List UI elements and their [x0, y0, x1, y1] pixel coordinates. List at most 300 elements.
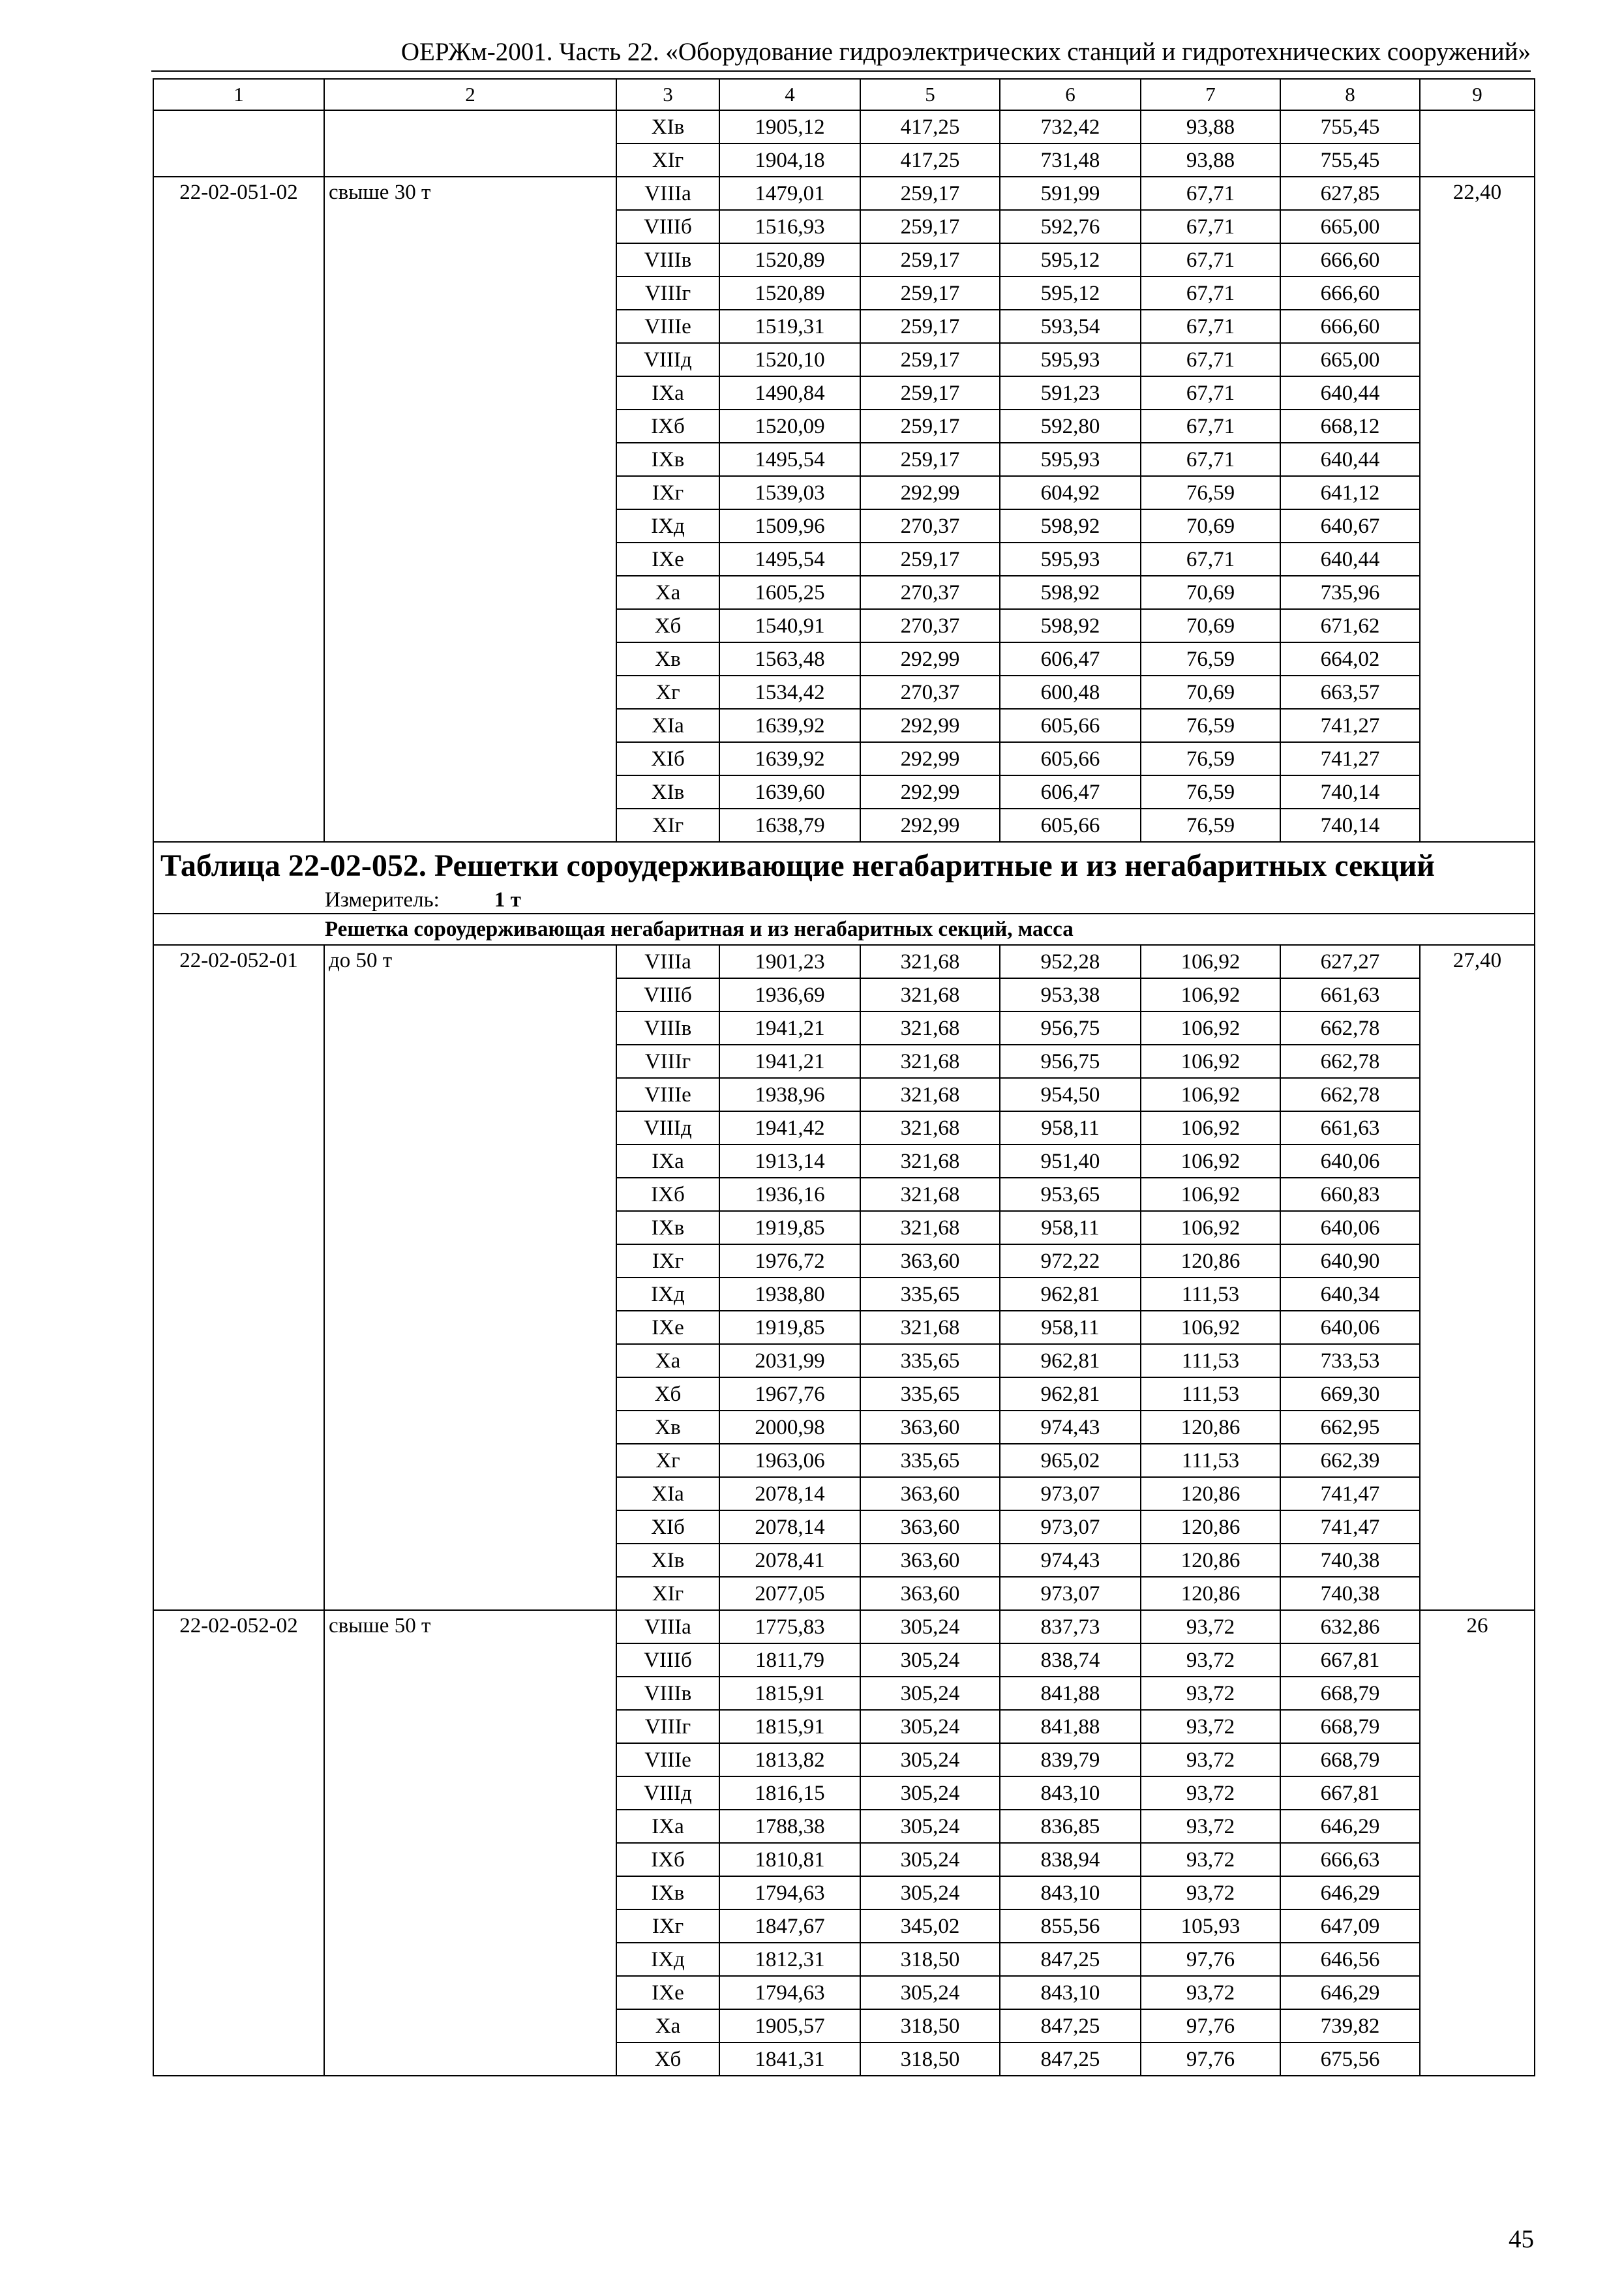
materials-cell: 640,44 [1280, 376, 1420, 410]
column-number: 9 [1420, 79, 1535, 110]
drivers-wages-cell: 93,72 [1141, 1976, 1280, 2009]
machines-cell: 974,43 [1000, 1411, 1141, 1444]
materials-cell: 640,34 [1280, 1278, 1420, 1311]
total-cost-cell: 1495,54 [719, 443, 860, 476]
rate-name: свыше 30 т [324, 177, 616, 842]
rate-name [324, 110, 616, 177]
materials-cell: 640,44 [1280, 543, 1420, 576]
zone-cell: VIIIе [616, 1078, 719, 1111]
materials-cell: 668,79 [1280, 1677, 1420, 1710]
machines-cell: 847,25 [1000, 2009, 1141, 2042]
machines-cell: 595,12 [1000, 243, 1141, 277]
total-cost-cell: 1938,96 [719, 1078, 860, 1111]
machines-cell: 962,81 [1000, 1377, 1141, 1411]
zone-cell: VIIIг [616, 1710, 719, 1743]
machines-cell: 598,92 [1000, 576, 1141, 609]
total-cost-cell: 1639,92 [719, 742, 860, 775]
wages-cell: 270,37 [860, 609, 1000, 642]
machines-cell: 843,10 [1000, 1776, 1141, 1810]
machines-cell: 972,22 [1000, 1244, 1141, 1278]
drivers-wages-cell: 76,59 [1141, 809, 1280, 842]
drivers-wages-cell: 67,71 [1141, 343, 1280, 376]
drivers-wages-cell: 93,72 [1141, 1776, 1280, 1810]
total-cost-cell: 1813,82 [719, 1743, 860, 1776]
total-cost-cell: 1963,06 [719, 1444, 860, 1477]
wages-cell: 417,25 [860, 110, 1000, 143]
rate-code [153, 110, 324, 177]
machines-cell: 604,92 [1000, 476, 1141, 509]
drivers-wages-cell: 111,53 [1141, 1444, 1280, 1477]
materials-cell: 662,39 [1280, 1444, 1420, 1477]
total-cost-cell: 1519,31 [719, 310, 860, 343]
materials-cell: 661,63 [1280, 1111, 1420, 1144]
drivers-wages-cell: 111,53 [1141, 1278, 1280, 1311]
zone-cell: IXг [616, 476, 719, 509]
machines-cell: 847,25 [1000, 1943, 1141, 1976]
total-cost-cell: 1811,79 [719, 1643, 860, 1677]
materials-cell: 739,82 [1280, 2009, 1420, 2042]
machines-cell: 595,93 [1000, 343, 1141, 376]
wages-cell: 363,60 [860, 1510, 1000, 1544]
machines-cell: 847,25 [1000, 2042, 1141, 2076]
drivers-wages-cell: 67,71 [1141, 443, 1280, 476]
zone-cell: XIб [616, 1510, 719, 1544]
total-cost-cell: 1794,63 [719, 1876, 860, 1909]
drivers-wages-cell: 93,72 [1141, 1743, 1280, 1776]
column-number: 2 [324, 79, 616, 110]
materials-cell: 740,14 [1280, 775, 1420, 809]
zone-cell: VIIIг [616, 1045, 719, 1078]
drivers-wages-cell: 120,86 [1141, 1411, 1280, 1444]
equipment-price: 22,40 [1420, 177, 1535, 842]
total-cost-cell: 1540,91 [719, 609, 860, 642]
wages-cell: 259,17 [860, 310, 1000, 343]
machines-cell: 953,65 [1000, 1178, 1141, 1211]
drivers-wages-cell: 120,86 [1141, 1577, 1280, 1610]
machines-cell: 841,88 [1000, 1677, 1141, 1710]
wages-cell: 318,50 [860, 2009, 1000, 2042]
drivers-wages-cell: 70,69 [1141, 509, 1280, 543]
drivers-wages-cell: 93,72 [1141, 1610, 1280, 1643]
wages-cell: 321,68 [860, 1311, 1000, 1344]
machines-cell: 953,38 [1000, 978, 1141, 1011]
total-cost-cell: 1815,91 [719, 1677, 860, 1710]
machines-cell: 837,73 [1000, 1610, 1141, 1643]
price-table [153, 78, 1535, 2076]
zone-cell: Xа [616, 1344, 719, 1377]
zone-cell: VIIIб [616, 210, 719, 243]
materials-cell: 640,44 [1280, 443, 1420, 476]
meter-label: Измеритель: [325, 888, 440, 912]
machines-cell: 952,28 [1000, 945, 1141, 978]
machines-cell: 731,48 [1000, 143, 1141, 177]
table-row [153, 110, 1535, 143]
machines-cell: 951,40 [1000, 1144, 1141, 1178]
drivers-wages-cell: 106,92 [1141, 1111, 1280, 1144]
wages-cell: 292,99 [860, 642, 1000, 676]
total-cost-cell: 1490,84 [719, 376, 860, 410]
total-cost-cell: 2000,98 [719, 1411, 860, 1444]
machines-cell: 973,07 [1000, 1477, 1141, 1510]
total-cost-cell: 1815,91 [719, 1710, 860, 1743]
materials-cell: 741,47 [1280, 1477, 1420, 1510]
zone-cell: Xг [616, 676, 719, 709]
zone-cell: XIг [616, 1577, 719, 1610]
total-cost-cell: 1775,83 [719, 1610, 860, 1643]
drivers-wages-cell: 67,71 [1141, 277, 1280, 310]
wages-cell: 305,24 [860, 1743, 1000, 1776]
wages-cell: 259,17 [860, 277, 1000, 310]
machines-cell: 592,76 [1000, 210, 1141, 243]
drivers-wages-cell: 76,59 [1141, 642, 1280, 676]
zone-cell: VIIIб [616, 978, 719, 1011]
materials-cell: 662,78 [1280, 1078, 1420, 1111]
total-cost-cell: 1936,69 [719, 978, 860, 1011]
materials-cell: 640,67 [1280, 509, 1420, 543]
zone-cell: IXд [616, 1278, 719, 1311]
meter-value: 1 т [494, 888, 521, 912]
materials-cell: 661,63 [1280, 978, 1420, 1011]
total-cost-cell: 1913,14 [719, 1144, 860, 1178]
materials-cell: 741,27 [1280, 742, 1420, 775]
drivers-wages-cell: 97,76 [1141, 2042, 1280, 2076]
machines-cell: 956,75 [1000, 1011, 1141, 1045]
wages-cell: 259,17 [860, 177, 1000, 210]
total-cost-cell: 1938,80 [719, 1278, 860, 1311]
total-cost-cell: 1516,93 [719, 210, 860, 243]
column-number: 5 [860, 79, 1000, 110]
materials-cell: 662,95 [1280, 1411, 1420, 1444]
rate-code: 22-02-052-02 [153, 1610, 324, 2076]
column-number: 4 [719, 79, 860, 110]
total-cost-cell: 1841,31 [719, 2042, 860, 2076]
wages-cell: 305,24 [860, 1976, 1000, 2009]
total-cost-cell: 1919,85 [719, 1211, 860, 1244]
machines-cell: 836,85 [1000, 1810, 1141, 1843]
column-number: 3 [616, 79, 719, 110]
drivers-wages-cell: 76,59 [1141, 742, 1280, 775]
zone-cell: VIIIд [616, 343, 719, 376]
total-cost-cell: 2078,14 [719, 1477, 860, 1510]
zone-cell: Xб [616, 609, 719, 642]
drivers-wages-cell: 76,59 [1141, 775, 1280, 809]
total-cost-cell: 1941,21 [719, 1045, 860, 1078]
wages-cell: 259,17 [860, 243, 1000, 277]
machines-cell: 838,94 [1000, 1843, 1141, 1876]
machines-cell: 843,10 [1000, 1976, 1141, 2009]
materials-cell: 640,06 [1280, 1311, 1420, 1344]
zone-cell: VIIIг [616, 277, 719, 310]
total-cost-cell: 1520,09 [719, 410, 860, 443]
zone-cell: XIв [616, 1544, 719, 1577]
wages-cell: 259,17 [860, 376, 1000, 410]
meter [153, 887, 1535, 914]
drivers-wages-cell: 106,92 [1141, 1011, 1280, 1045]
total-cost-cell: 1534,42 [719, 676, 860, 709]
total-cost-cell: 1901,23 [719, 945, 860, 978]
materials-cell: 667,81 [1280, 1643, 1420, 1677]
materials-cell: 733,53 [1280, 1344, 1420, 1377]
drivers-wages-cell: 67,71 [1141, 243, 1280, 277]
wages-cell: 292,99 [860, 476, 1000, 509]
materials-cell: 755,45 [1280, 143, 1420, 177]
wages-cell: 292,99 [860, 809, 1000, 842]
machines-cell: 839,79 [1000, 1743, 1141, 1776]
wages-cell: 305,24 [860, 1810, 1000, 1843]
machines-cell: 598,92 [1000, 509, 1141, 543]
wages-cell: 259,17 [860, 343, 1000, 376]
rate-name: свыше 50 т [324, 1610, 616, 2076]
machines-cell: 974,43 [1000, 1544, 1141, 1577]
machines-cell: 598,92 [1000, 609, 1141, 642]
machines-cell: 956,75 [1000, 1045, 1141, 1078]
column-number-row [153, 79, 1535, 110]
wages-cell: 305,24 [860, 1843, 1000, 1876]
drivers-wages-cell: 106,92 [1141, 1078, 1280, 1111]
total-cost-cell: 1495,54 [719, 543, 860, 576]
zone-cell: VIIIа [616, 177, 719, 210]
materials-cell: 741,27 [1280, 709, 1420, 742]
machines-cell: 958,11 [1000, 1111, 1141, 1144]
drivers-wages-cell: 93,72 [1141, 1643, 1280, 1677]
zone-cell: VIIIа [616, 1610, 719, 1643]
total-cost-cell: 1905,57 [719, 2009, 860, 2042]
drivers-wages-cell: 93,72 [1141, 1876, 1280, 1909]
wages-cell: 335,65 [860, 1278, 1000, 1311]
materials-cell: 740,38 [1280, 1544, 1420, 1577]
materials-cell: 740,14 [1280, 809, 1420, 842]
total-cost-cell: 1967,76 [719, 1377, 860, 1411]
drivers-wages-cell: 106,92 [1141, 1144, 1280, 1178]
machines-cell: 855,56 [1000, 1909, 1141, 1943]
materials-cell: 664,02 [1280, 642, 1420, 676]
machines-cell: 958,11 [1000, 1311, 1141, 1344]
table-title-row [153, 842, 1535, 887]
materials-cell: 669,30 [1280, 1377, 1420, 1411]
total-cost-cell: 1479,01 [719, 177, 860, 210]
drivers-wages-cell: 93,72 [1141, 1710, 1280, 1743]
wages-cell: 335,65 [860, 1377, 1000, 1411]
zone-cell: IXд [616, 1943, 719, 1976]
machines-cell: 841,88 [1000, 1710, 1141, 1743]
zone-cell: Xг [616, 1444, 719, 1477]
table-subtitle: Решетка сороудерживающая негабаритная и из негабаритных секций, масса [153, 914, 1535, 945]
wages-cell: 321,68 [860, 1211, 1000, 1244]
materials-cell: 641,12 [1280, 476, 1420, 509]
materials-cell: 646,29 [1280, 1876, 1420, 1909]
total-cost-cell: 1639,92 [719, 709, 860, 742]
zone-cell: Xв [616, 1411, 719, 1444]
drivers-wages-cell: 120,86 [1141, 1510, 1280, 1544]
zone-cell: IXб [616, 1843, 719, 1876]
rate-code: 22-02-051-02 [153, 177, 324, 842]
meter-row [153, 887, 1535, 914]
drivers-wages-cell: 106,92 [1141, 945, 1280, 978]
wages-cell: 363,60 [860, 1411, 1000, 1444]
zone-cell: XIб [616, 742, 719, 775]
wages-cell: 259,17 [860, 410, 1000, 443]
drivers-wages-cell: 67,71 [1141, 210, 1280, 243]
materials-cell: 647,09 [1280, 1909, 1420, 1943]
drivers-wages-cell: 106,92 [1141, 1311, 1280, 1344]
machines-cell: 593,54 [1000, 310, 1141, 343]
drivers-wages-cell: 67,71 [1141, 310, 1280, 343]
materials-cell: 662,78 [1280, 1045, 1420, 1078]
materials-cell: 627,85 [1280, 177, 1420, 210]
total-cost-cell: 1812,31 [719, 1943, 860, 1976]
wages-cell: 305,24 [860, 1677, 1000, 1710]
wages-cell: 292,99 [860, 709, 1000, 742]
zone-cell: Xа [616, 2009, 719, 2042]
zone-cell: VIIIе [616, 1743, 719, 1776]
wages-cell: 363,60 [860, 1477, 1000, 1510]
drivers-wages-cell: 120,86 [1141, 1244, 1280, 1278]
materials-cell: 741,47 [1280, 1510, 1420, 1544]
zone-cell: IXе [616, 1311, 719, 1344]
zone-cell: XIа [616, 1477, 719, 1510]
drivers-wages-cell: 105,93 [1141, 1909, 1280, 1943]
drivers-wages-cell: 93,88 [1141, 110, 1280, 143]
materials-cell: 665,00 [1280, 343, 1420, 376]
total-cost-cell: 2078,41 [719, 1544, 860, 1577]
table-title: Таблица 22-02-052. Решетки сороудерживающие негабаритные и из негабаритных секций [153, 842, 1535, 887]
wages-cell: 259,17 [860, 443, 1000, 476]
drivers-wages-cell: 67,71 [1141, 177, 1280, 210]
table-row [153, 1610, 1535, 1643]
total-cost-cell: 1941,21 [719, 1011, 860, 1045]
zone-cell: IXг [616, 1244, 719, 1278]
materials-cell: 665,00 [1280, 210, 1420, 243]
wages-cell: 321,68 [860, 1111, 1000, 1144]
wages-cell: 363,60 [860, 1244, 1000, 1278]
machines-cell: 965,02 [1000, 1444, 1141, 1477]
total-cost-cell: 1816,15 [719, 1776, 860, 1810]
zone-cell: Xв [616, 642, 719, 676]
machines-cell: 962,81 [1000, 1278, 1141, 1311]
wages-cell: 345,02 [860, 1909, 1000, 1943]
zone-cell: IXа [616, 376, 719, 410]
wages-cell: 321,68 [860, 1144, 1000, 1178]
wages-cell: 321,68 [860, 1078, 1000, 1111]
wages-cell: 363,60 [860, 1544, 1000, 1577]
drivers-wages-cell: 70,69 [1141, 609, 1280, 642]
materials-cell: 740,38 [1280, 1577, 1420, 1610]
wages-cell: 292,99 [860, 742, 1000, 775]
materials-cell: 640,06 [1280, 1211, 1420, 1244]
zone-cell: IXв [616, 1876, 719, 1909]
materials-cell: 755,45 [1280, 110, 1420, 143]
zone-cell: Xб [616, 2042, 719, 2076]
zone-cell: VIIIв [616, 1677, 719, 1710]
materials-cell: 675,56 [1280, 2042, 1420, 2076]
zone-cell: XIг [616, 809, 719, 842]
drivers-wages-cell: 120,86 [1141, 1544, 1280, 1577]
wages-cell: 321,68 [860, 1045, 1000, 1078]
materials-cell: 668,79 [1280, 1710, 1420, 1743]
wages-cell: 270,37 [860, 676, 1000, 709]
materials-cell: 735,96 [1280, 576, 1420, 609]
materials-cell: 646,56 [1280, 1943, 1420, 1976]
total-cost-cell: 1847,67 [719, 1909, 860, 1943]
total-cost-cell: 1904,18 [719, 143, 860, 177]
zone-cell: XIа [616, 709, 719, 742]
zone-cell: IXе [616, 543, 719, 576]
materials-cell: 666,63 [1280, 1843, 1420, 1876]
machines-cell: 591,99 [1000, 177, 1141, 210]
wages-cell: 318,50 [860, 1943, 1000, 1976]
total-cost-cell: 2031,99 [719, 1344, 860, 1377]
machines-cell: 973,07 [1000, 1510, 1141, 1544]
column-number: 6 [1000, 79, 1141, 110]
drivers-wages-cell: 93,88 [1141, 143, 1280, 177]
materials-cell: 640,06 [1280, 1144, 1420, 1178]
drivers-wages-cell: 97,76 [1141, 1943, 1280, 1976]
zone-cell: IXе [616, 1976, 719, 2009]
zone-cell: XIг [616, 143, 719, 177]
wages-cell: 305,24 [860, 1876, 1000, 1909]
materials-cell: 668,79 [1280, 1743, 1420, 1776]
materials-cell: 671,62 [1280, 609, 1420, 642]
rate-name: до 50 т [324, 945, 616, 1610]
total-cost-cell: 1520,10 [719, 343, 860, 376]
materials-cell: 668,12 [1280, 410, 1420, 443]
drivers-wages-cell: 67,71 [1141, 543, 1280, 576]
total-cost-cell: 2077,05 [719, 1577, 860, 1610]
wages-cell: 318,50 [860, 2042, 1000, 2076]
machines-cell: 962,81 [1000, 1344, 1141, 1377]
drivers-wages-cell: 111,53 [1141, 1377, 1280, 1411]
zone-cell: IXа [616, 1810, 719, 1843]
machines-cell: 605,66 [1000, 809, 1141, 842]
materials-cell: 666,60 [1280, 277, 1420, 310]
materials-cell: 660,83 [1280, 1178, 1420, 1211]
zone-cell: VIIIе [616, 310, 719, 343]
zone-cell: IXв [616, 1211, 719, 1244]
column-number: 1 [153, 79, 324, 110]
machines-cell: 954,50 [1000, 1078, 1141, 1111]
machines-cell: 595,93 [1000, 443, 1141, 476]
total-cost-cell: 1905,12 [719, 110, 860, 143]
wages-cell: 292,99 [860, 775, 1000, 809]
materials-cell: 640,90 [1280, 1244, 1420, 1278]
drivers-wages-cell: 70,69 [1141, 576, 1280, 609]
wages-cell: 305,24 [860, 1643, 1000, 1677]
total-cost-cell: 1794,63 [719, 1976, 860, 2009]
machines-cell: 843,10 [1000, 1876, 1141, 1909]
zone-cell: VIIIа [616, 945, 719, 978]
zone-cell: VIIIд [616, 1111, 719, 1144]
wages-cell: 363,60 [860, 1577, 1000, 1610]
zone-cell: IXб [616, 1178, 719, 1211]
machines-cell: 838,74 [1000, 1643, 1141, 1677]
wages-cell: 259,17 [860, 210, 1000, 243]
drivers-wages-cell: 93,72 [1141, 1810, 1280, 1843]
page-number: 45 [1509, 2225, 1534, 2253]
drivers-wages-cell: 97,76 [1141, 2009, 1280, 2042]
materials-cell: 632,86 [1280, 1610, 1420, 1643]
wages-cell: 417,25 [860, 143, 1000, 177]
drivers-wages-cell: 76,59 [1141, 476, 1280, 509]
wages-cell: 305,24 [860, 1776, 1000, 1810]
drivers-wages-cell: 106,92 [1141, 978, 1280, 1011]
zone-cell: IXг [616, 1909, 719, 1943]
drivers-wages-cell: 120,86 [1141, 1477, 1280, 1510]
materials-cell: 646,29 [1280, 1976, 1420, 2009]
total-cost-cell: 1810,81 [719, 1843, 860, 1876]
materials-cell: 666,60 [1280, 243, 1420, 277]
total-cost-cell: 1563,48 [719, 642, 860, 676]
table-row [153, 945, 1535, 978]
